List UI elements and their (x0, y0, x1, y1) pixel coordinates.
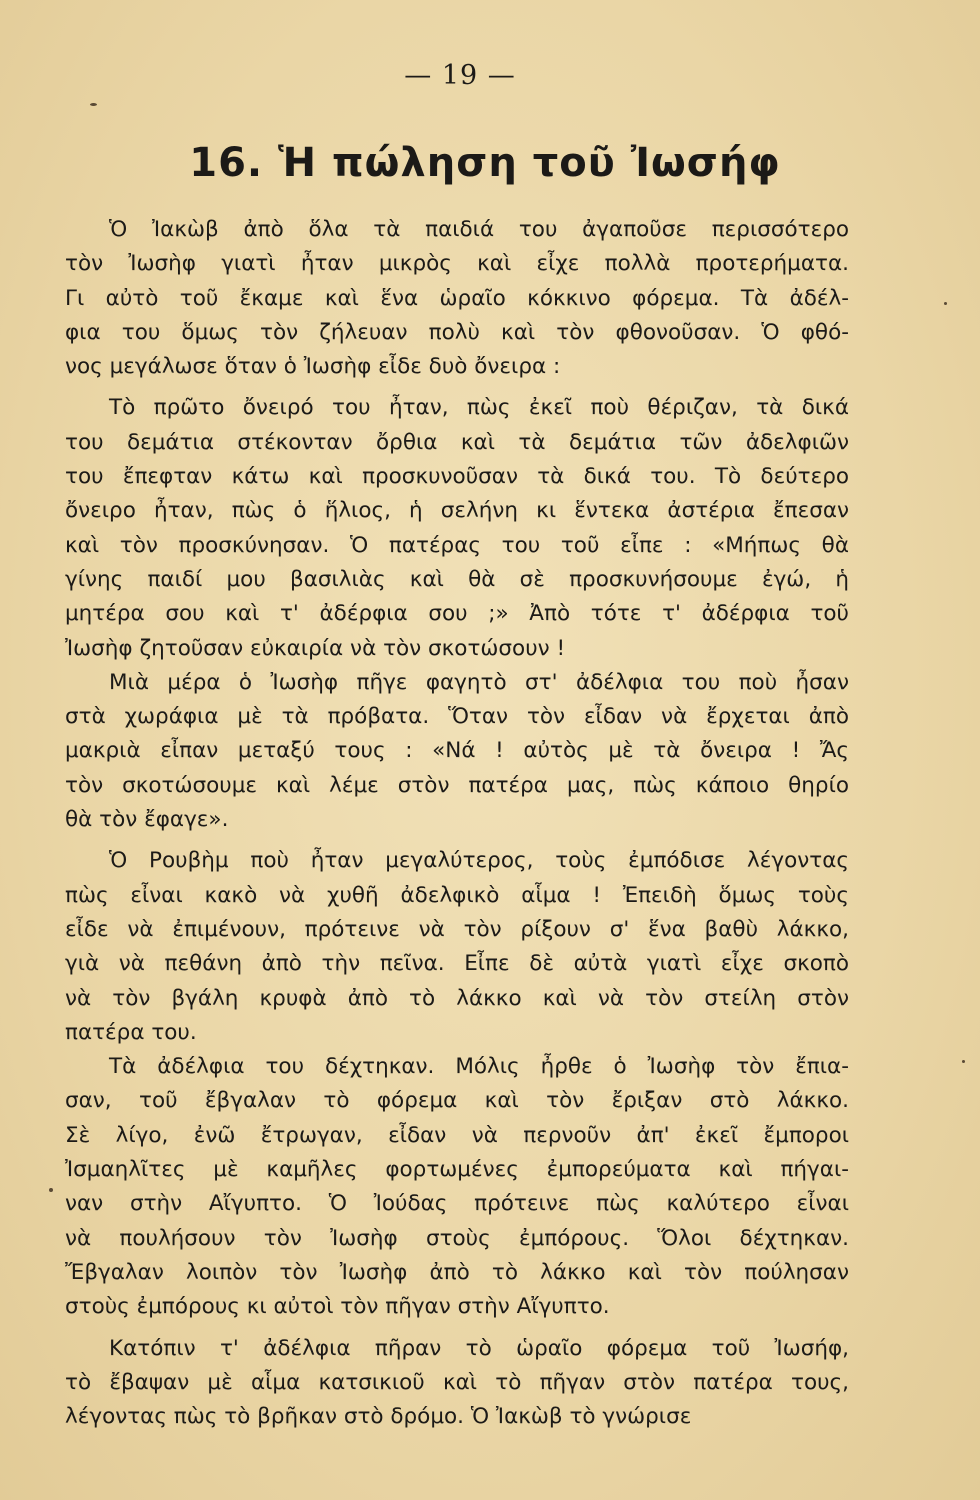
text-line: ὄνειρο ἦταν, πὼς ὁ ἥλιος, ἡ σελήνη κι ἕντεκα ἀστέρια ἔπεσαν (65, 498, 849, 524)
text-line: θὰ τὸν ἔφαγε». (65, 807, 229, 833)
text-line: Ἰωσὴφ ζητοῦσαν εὐκαιρία νὰ τὸν σκοτώσουν ! (65, 635, 566, 661)
text-line: Τὰ ἀδέλφια του δέχτηκαν. Μόλις ἦρθε ὁ Ἰωσὴφ τὸν ἔπια- (109, 1054, 849, 1080)
text-line: καὶ τὸν προσκύνησαν. Ὁ πατέρας του τοῦ εἶπε : «Μήπως θὰ (65, 532, 849, 558)
paragraph-1 (65, 213, 849, 384)
paragraph-2 (65, 391, 849, 665)
text-line: στοὺς ἐμπόρους κι αὐτοὶ τὸν πῆγαν στὴν Αἴγυπτο. (65, 1294, 610, 1320)
body-text (65, 213, 849, 1434)
paragraph-4 (65, 844, 849, 1050)
text-line: μακριὰ εἶπαν μεταξύ τους : «Νά ! αὐτὸς μὲ τὰ ὄνειρα ! Ἄς (65, 738, 849, 764)
paper-speck (962, 1060, 965, 1063)
text-line: φια του ὅμως τὸν ζήλευαν πολὺ καὶ τὸν φθονοῦσαν. Ὁ φθό- (65, 319, 849, 345)
text-line: πατέρα του. (65, 1019, 197, 1045)
text-line: Κατόπιν τ' ἀδέλφια πῆραν τὸ ὡραῖο φόρεμα τοῦ Ἰωσήφ, (109, 1335, 849, 1361)
paper-speck (90, 103, 97, 106)
page-number: — 19 — (404, 60, 516, 91)
text-line: Μιὰ μέρα ὁ Ἰωσὴφ πῆγε φαγητὸ στ' ἀδέλφια του ποὺ ἦσαν (109, 669, 849, 695)
text-line: νὰ πουλήσουν τὸν Ἰωσὴφ στοὺς ἐμπόρους. Ὅλοι δέχτηκαν. (65, 1225, 849, 1251)
text-line: τὸν σκοτώσουμε καὶ λέμε στὸν πατέρα μας, πὼς κάποιο θηρίο (65, 772, 849, 798)
text-line: εἶδε νὰ ἐπιμένουν, πρότεινε νὰ τὸν ρίξουν σ' ἕνα βαθὺ λάκκο, (65, 916, 849, 942)
chapter-title: 16. Ἡ πώληση τοῦ Ἰωσήφ (189, 140, 781, 186)
paper-speck (49, 1188, 53, 1192)
paragraph-6 (65, 1332, 849, 1435)
text-line: νὰ τὸν βγάλη κρυφὰ ἀπὸ τὸ λάκκο καὶ νὰ τὸν στείλη στὸν (65, 985, 849, 1011)
text-line: του δεμάτια στέκονταν ὄρθια καὶ τὰ δεμάτια τῶν ἀδελφιῶν (65, 429, 849, 455)
text-line: σαν, τοῦ ἔβγαλαν τὸ φόρεμα καὶ τὸν ἔριξαν στὸ λάκκο. (65, 1088, 849, 1114)
text-line: γιὰ νὰ πεθάνη ἀπὸ τὴν πεῖνα. Εἶπε δὲ αὐτὰ γιατὶ εἶχε σκοπὸ (65, 951, 849, 977)
text-line: ναν στὴν Αἴγυπτο. Ὁ Ἰούδας πρότεινε πὼς καλύτερο εἶναι (65, 1191, 849, 1217)
paragraph-3 (65, 666, 849, 837)
text-line: τὸ ἔβαψαν μὲ αἷμα κατσικιοῦ καὶ τὸ πῆγαν στὸν πατέρα τους, (65, 1369, 849, 1395)
text-line: Σὲ λίγο, ἐνῶ ἔτρωγαν, εἶδαν νὰ περνοῦν ἀπ' ἐκεῖ ἔμποροι (65, 1122, 849, 1148)
text-line: Ἰσμαηλῖτες μὲ καμῆλες φορτωμένες ἐμπορεύματα καὶ πήγαι- (65, 1157, 849, 1183)
text-line: Ὁ Ρουβὴμ ποὺ ἦταν μεγαλύτερος, τοὺς ἐμπόδισε λέγοντας (109, 848, 849, 874)
text-line: τὸν Ἰωσὴφ γιατὶ ἦταν μικρὸς καὶ εἶχε πολλὰ προτερήματα. (65, 251, 849, 277)
text-line: νος μεγάλωσε ὅταν ὁ Ἰωσὴφ εἶδε δυὸ ὄνειρα : (65, 354, 561, 380)
text-line: πὼς εἶναι κακὸ νὰ χυθῆ ἀδελφικὸ αἷμα ! Ἐπειδὴ ὅμως τοὺς (65, 882, 849, 908)
text-line: Ἔβγαλαν λοιπὸν τὸν Ἰωσὴφ ἀπὸ τὸ λάκκο καὶ τὸν πούλησαν (65, 1259, 849, 1285)
paragraph-5 (65, 1050, 849, 1324)
text-line: του ἔπεφταν κάτω καὶ προσκυνοῦσαν τὰ δικά του. Τὸ δεύτερο (65, 464, 849, 490)
text-line: μητέρα σου καὶ τ' ἀδέρφια σου ;» Ἀπὸ τότε τ' ἀδέρφια τοῦ (65, 601, 849, 627)
paper-speck (944, 302, 947, 305)
text-line: γίνης παιδί μου βασιλιὰς καὶ θὰ σὲ προσκυνήσουμε ἐγώ, ἡ (65, 566, 849, 592)
text-line: λέγοντας πὼς τὸ βρῆκαν στὸ δρόμο. Ὁ Ἰακὼβ τὸ γνώρισε (65, 1404, 692, 1430)
text-line: Ὁ Ἰακὼβ ἀπὸ ὅλα τὰ παιδιά του ἀγαποῦσε περισσότερο (109, 217, 849, 242)
text-line: στὰ χωράφια μὲ τὰ πρόβατα. Ὅταν τὸν εἶδαν νὰ ἔρχεται ἀπὸ (65, 704, 849, 730)
text-line: Τὸ πρῶτο ὄνειρό του ἦταν, πὼς ἐκεῖ ποὺ θέριζαν, τὰ δικά (109, 395, 849, 421)
text-line: Γι αὐτὸ τοῦ ἔκαμε καὶ ἕνα ὡραῖο κόκκινο φόρεμα. Τὰ ἀδέλ- (65, 285, 849, 311)
